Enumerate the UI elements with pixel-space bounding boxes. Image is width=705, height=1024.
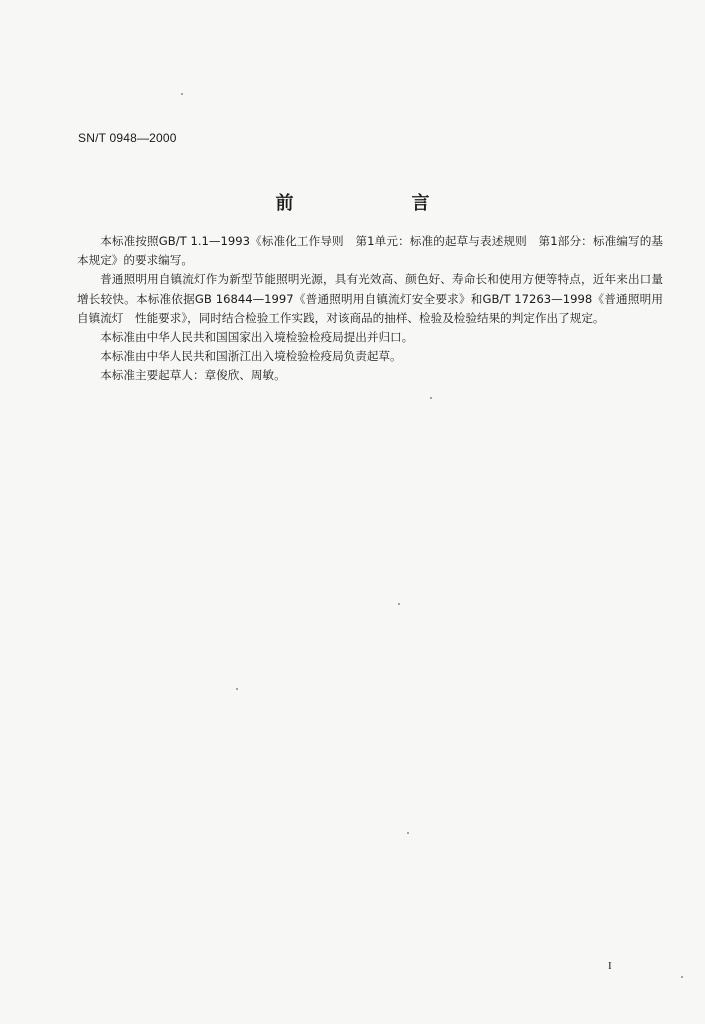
paragraph: 本标准由中华人民共和国国家出入境检验检疫局提出并归口。	[100, 330, 414, 345]
scan-speck	[681, 976, 683, 978]
page-title: 前 言	[275, 193, 480, 214]
scan-speck	[430, 397, 432, 399]
scan-speck	[407, 832, 409, 834]
foreword-body	[77, 232, 663, 386]
scan-speck	[181, 93, 183, 95]
scan-speck	[236, 688, 238, 690]
scan-speck	[398, 603, 400, 605]
paragraph: 本标准由中华人民共和国浙江出入境检验检疫局负责起草。	[100, 349, 402, 364]
page-number: I	[608, 960, 612, 972]
standard-code: SN/T 0948—2000	[78, 131, 177, 145]
paragraph: 本标准按照GB/T 1.1—1993《标准化工作导则 第1单元：标准的起草与表述规则 第1部分：标准编写的基本规定》的要求编写。	[77, 234, 663, 268]
paragraph: 普通照明用自镇流灯作为新型节能照明光源，具有光效高、颜色好、寿命长和使用方便等特点，近年来出口量增长较快。本标准依据GB 16844—1997《普通照明用自镇流灯安全要求》和GB/T 17263—1998《普通照明用自镇流灯 性能要求》，同时结合检验工作实践，对该商品的抽样、检验及检验结果的判定作出了规定。	[77, 272, 663, 325]
paragraph: 本标准主要起草人：章俊欣、周敏。	[100, 368, 286, 383]
